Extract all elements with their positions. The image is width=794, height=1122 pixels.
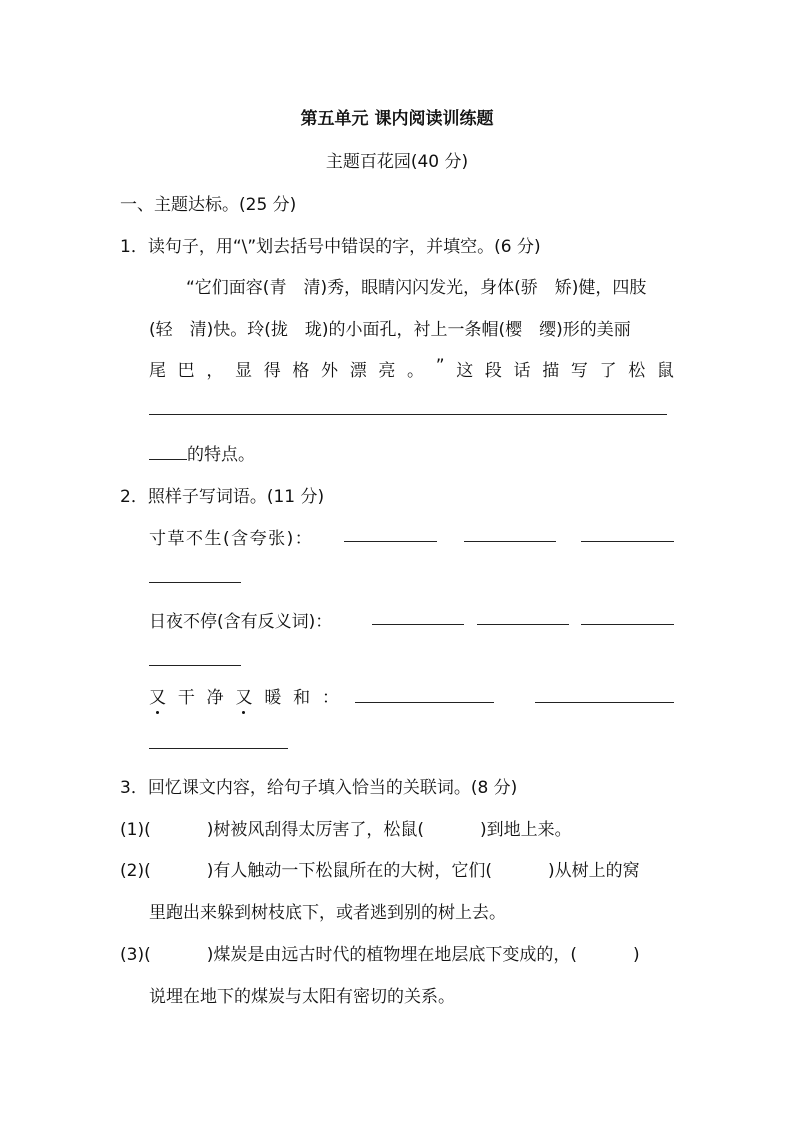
q1-line3-char: 这 xyxy=(456,361,474,381)
q2-row2-blank-1[interactable] xyxy=(372,624,464,625)
q1-line3-char: 。 xyxy=(407,361,425,381)
q2-row2-label: 日夜不停(含有反义词)： xyxy=(149,612,333,632)
q1-line3-char: 写 xyxy=(570,361,588,381)
q1-passage-line-2: (轻 清)快。玲(拢 珑)的小面孔，衬上一条帽(樱 缨)形的美丽 xyxy=(149,320,631,340)
q1-passage-line-3 xyxy=(149,356,674,381)
q2-row3-char: 又 xyxy=(149,683,166,708)
q1-line3-char: 显 xyxy=(235,361,253,381)
q2-row3-char: 净 xyxy=(206,688,224,708)
q2-row2-blank-4[interactable] xyxy=(149,665,241,666)
q2-row3-blank-1[interactable] xyxy=(355,702,494,703)
q2-row1-blank-1[interactable] xyxy=(344,541,437,542)
q2-row3-char: ： xyxy=(321,688,339,708)
q1-suffix: 的特点。 xyxy=(187,445,255,465)
q3-prompt: 3．回忆课文内容，给句子填入恰当的关联词。(8 分) xyxy=(120,778,518,798)
q1-passage-line-1: “它们面容(青 清)秀，眼睛闪闪发光，身体(骄 矫)健，四肢 xyxy=(186,278,647,298)
q1-line3-char: 话 xyxy=(513,361,531,381)
q1-line3-char: ， xyxy=(206,361,224,381)
q2-row2-blank-2[interactable] xyxy=(477,624,569,625)
q2-prompt: 2．照样子写词语。(11 分) xyxy=(120,487,325,507)
q2-row1-blank-4[interactable] xyxy=(149,582,241,583)
q2-row3-char: 和 xyxy=(293,688,311,708)
q2-row1-blank-3[interactable] xyxy=(581,541,674,542)
q1-line3-char: 得 xyxy=(263,361,281,381)
page-subtitle: 主题百花园(40 分) xyxy=(325,152,469,172)
q1-line3-char: 外 xyxy=(321,361,339,381)
q2-row3-char: 干 xyxy=(177,688,195,708)
q1-line3-char: 松 xyxy=(628,361,646,381)
q1-line3-char: 尾 xyxy=(149,361,166,381)
q2-row3-char: 暖 xyxy=(264,688,282,708)
q3-item-2-line-2: 里跑出来躲到树枝底下，或者逃到别的树上去。 xyxy=(149,903,506,923)
q2-row3-label xyxy=(149,683,339,708)
q1-line3-char: 鼠 xyxy=(656,361,674,381)
q3-item-3-line-2: 说埋在地下的煤炭与太阳有密切的关系。 xyxy=(149,987,455,1007)
q1-line3-char: ” xyxy=(435,356,445,376)
q2-row3-blank-2[interactable] xyxy=(535,702,674,703)
q2-row3-char: 又 xyxy=(235,683,252,708)
q2-row2-blank-3[interactable] xyxy=(581,624,674,625)
q1-line3-char: 了 xyxy=(599,361,617,381)
q1-answer-line-2 xyxy=(149,440,255,465)
q2-row3-blank-3[interactable] xyxy=(149,748,288,749)
q3-item-3: (3)( )煤炭是由远古时代的植物埋在地层底下变成的，( ) xyxy=(120,945,640,965)
q1-line3-char: 格 xyxy=(292,361,310,381)
q1-line3-char: 亮 xyxy=(378,361,396,381)
q2-row1-blank-2[interactable] xyxy=(464,541,556,542)
q1-answer-blank[interactable] xyxy=(149,443,187,460)
q1-prompt: 1．读句子，用“\”划去括号中错误的字，并填空。(6 分) xyxy=(120,237,541,257)
q1-answer-line[interactable] xyxy=(149,414,667,415)
q1-line3-char: 巴 xyxy=(177,361,195,381)
q1-line3-char: 描 xyxy=(542,361,560,381)
q1-line3-char: 段 xyxy=(484,361,502,381)
q3-item-1: (1)( )树被风刮得太厉害了，松鼠( )到地上来。 xyxy=(120,820,572,840)
q3-item-2: (2)( )有人触动一下松鼠所在的大树，它们( )从树上的窝 xyxy=(120,861,640,881)
section-heading: 一、主题达标。(25 分) xyxy=(120,195,297,215)
q1-line3-char: 漂 xyxy=(349,361,367,381)
q2-row1-label: 寸草不生(含夸张)： xyxy=(149,529,314,549)
page-title: 第五单元 课内阅读训练题 xyxy=(300,109,494,129)
